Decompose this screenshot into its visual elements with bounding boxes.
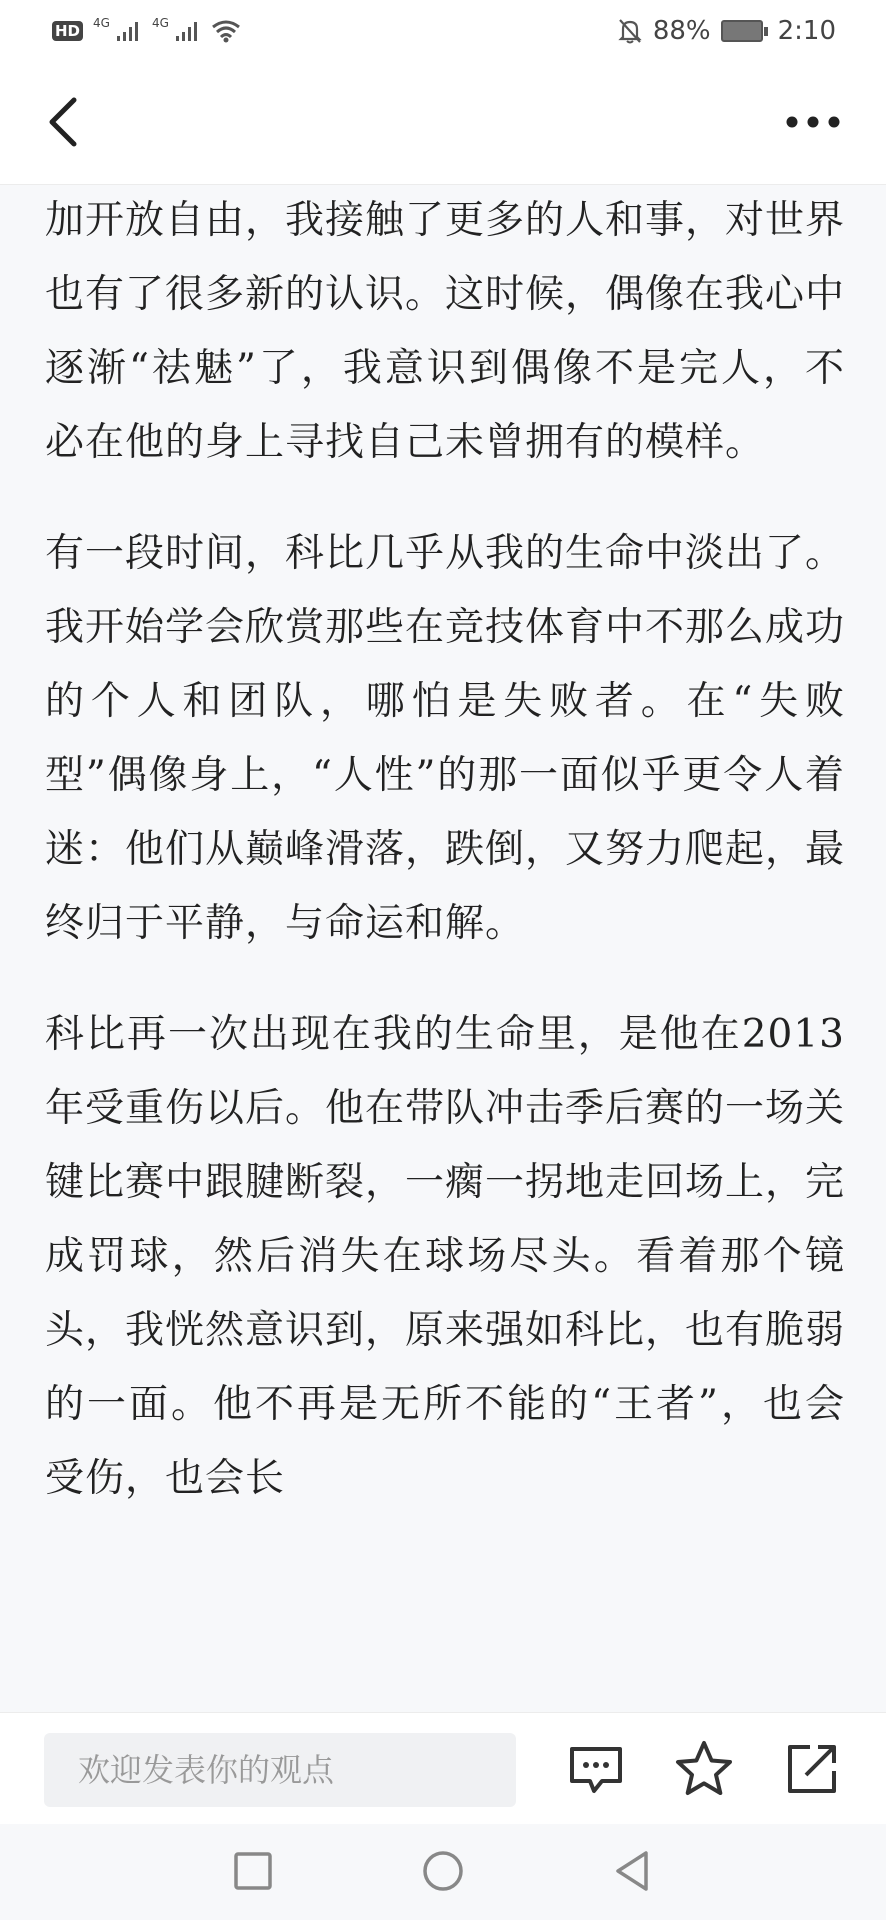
system-nav-bar [0,1824,886,1920]
clock: 2:10 [777,16,836,46]
back-icon [608,1846,658,1896]
battery-percent: 88% [652,16,711,46]
signal-icon [116,20,142,42]
back-button[interactable] [38,92,98,152]
star-icon [672,1737,736,1801]
signal-icon [175,20,201,42]
top-bar [0,62,886,185]
network-label-2: 4G [151,16,169,30]
hd-badge: HD [52,21,83,41]
status-right [617,14,836,48]
share-icon [780,1737,844,1801]
chevron-left-icon [38,92,98,152]
share-button[interactable] [780,1737,844,1801]
status-bar [0,0,886,62]
network-label-1: 4G [93,16,110,30]
article-body [45,184,845,1712]
bell-off-icon [617,17,643,45]
article-paragraph: 加开放自由，我接触了更多的人和事，对世界也有了很多新的认识。这时候，偶像在我心中逐渐“祛魅”了，我意识到偶像不是完人，不必在他的身上寻找自己未曾拥有的模样。 [45,198,845,465]
comment-button[interactable] [564,1737,628,1801]
bottom-action-bar [0,1712,886,1825]
status-left [52,16,241,46]
system-back-button[interactable] [608,1846,658,1896]
more-button[interactable] [778,92,848,152]
favorite-button[interactable] [672,1737,736,1801]
comment-input[interactable]: 欢迎发表你的观点 [44,1733,516,1807]
recent-apps-icon [228,1846,278,1896]
article-paragraph: 有一段时间，科比几乎从我的生命中淡出了。我开始学会欣赏那些在竞技体育中不那么成功的个人和团队，哪怕是失败者。在“失败型”偶像身上，“人性”的那一面似乎更令人着迷：他们从巅峰滑落，跌倒，又努力爬起，最终归于平静，与命运和解。 [45,531,845,946]
more-horizontal-icon [778,92,848,152]
wifi-icon [211,19,241,43]
recent-apps-button[interactable] [228,1846,278,1896]
home-icon [418,1846,468,1896]
article-paragraph: 科比再一次出现在我的生命里，是他在2013年受重伤以后。他在带队冲击季后赛的一场关键比赛中跟腱断裂，一瘸一拐地走回场上，完成罚球，然后消失在球场尽头。看着那个镜头，我恍然意识到，原来强如科比，也有脆弱的一面。他不再是无所不能的“王者”，也会受伤，也会长 [45,1012,845,1501]
home-button[interactable] [418,1846,468,1896]
comment-icon [564,1737,628,1801]
battery-icon [721,20,768,42]
